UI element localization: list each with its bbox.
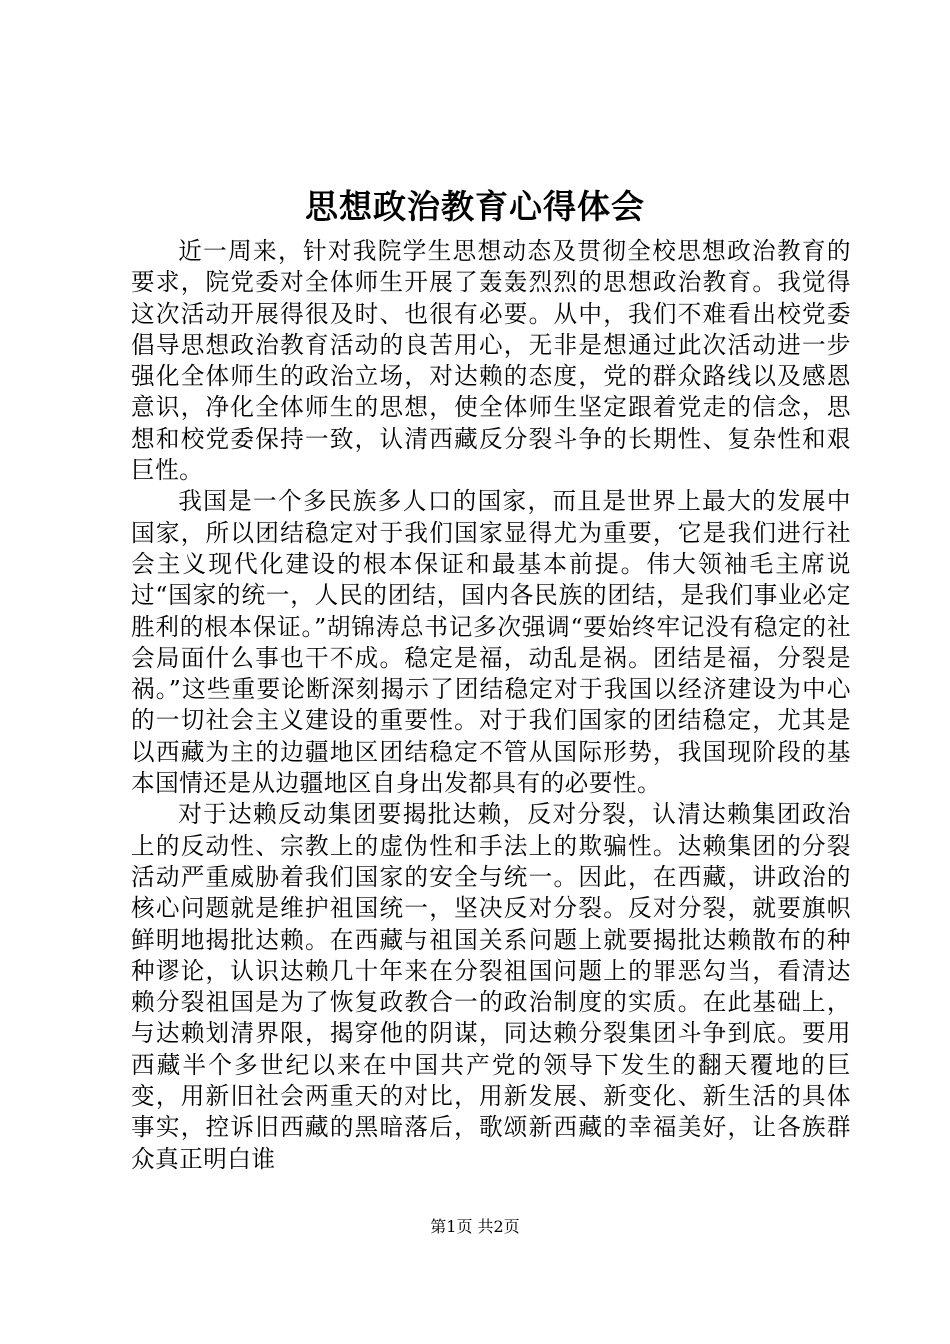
paragraph: 近一周来，针对我院学生思想动态及贯彻全校思想政治教育的要求，院党委对全体师生开展了轰轰烈烈的思想政治教育。我觉得这次活动开展得很及时、也很有必要。从中，我们不难看出校党委倡导思想政治教育活动的良苦用心，无非是想通过此次活动进一步强化全体师生的政治立场，对达赖的态度，党的群众路线以及感恩意识，净化全体师生的思想，使全体师生坚定跟着党走的信念，思想和校党委保持一致，认清西藏反分裂斗争的长期性、复杂性和艰巨性。	[131, 237, 851, 485]
document-title: 思想政治教育心得体会	[305, 187, 645, 226]
paragraph: 对于达赖反动集团要揭批达赖，反对分裂，认清达赖集团政治上的反动性、宗教上的虚伪性和手法上的欺骗性。达赖集团的分裂活动严重威胁着我们国家的安全与统一。因此，在西藏，讲政治的核心问题就是维护祖国统一，坚决反对分裂。反对分裂，就要旗帜鲜明地揭批达赖。在西藏与祖国关系问题上就要揭批达赖散布的种种谬论，认识达赖几十年来在分裂祖国问题上的罪恶勾当，看清达赖分裂祖国是为了恢复政教合一的政治制度的实质。在此基础上，与达赖划清界限，揭穿他的阴谋，同达赖分裂集团斗争到底。要用西藏半个多世纪以来在中国共产党的领导下发生的翻天覆地的巨变，用新旧社会两重天的对比，用新发展、新变化、新生活的具体事实，控诉旧西藏的黑暗落后，歌颂新西藏的幸福美好，让各族群众真正明白谁	[131, 800, 851, 1173]
document-body	[131, 236, 851, 1175]
page-footer: 第1页 共2页	[430, 1217, 520, 1236]
paragraph: 我国是一个多民族多人口的国家，而且是世界上最大的发展中国家，所以团结稳定对于我们国家显得尤为重要，它是我们进行社会主义现代化建设的根本保证和最基本前提。伟大领袖毛主席说过“国家的统一，人民的团结，国内各民族的团结，是我们事业必定胜利的根本保证。”胡锦涛总书记多次强调“要始终牢记没有稳定的社会局面什么事也干不成。稳定是福，动乱是祸。团结是福，分裂是祸。”这些重要论断深刻揭示了团结稳定对于我国以经济建设为中心的一切社会主义建设的重要性。对于我们国家的团结稳定，尤其是以西藏为主的边疆地区团结稳定不管从国际形势，我国现阶段的基本国情还是从边疆地区自身出发都具有的必要性。	[131, 487, 851, 798]
